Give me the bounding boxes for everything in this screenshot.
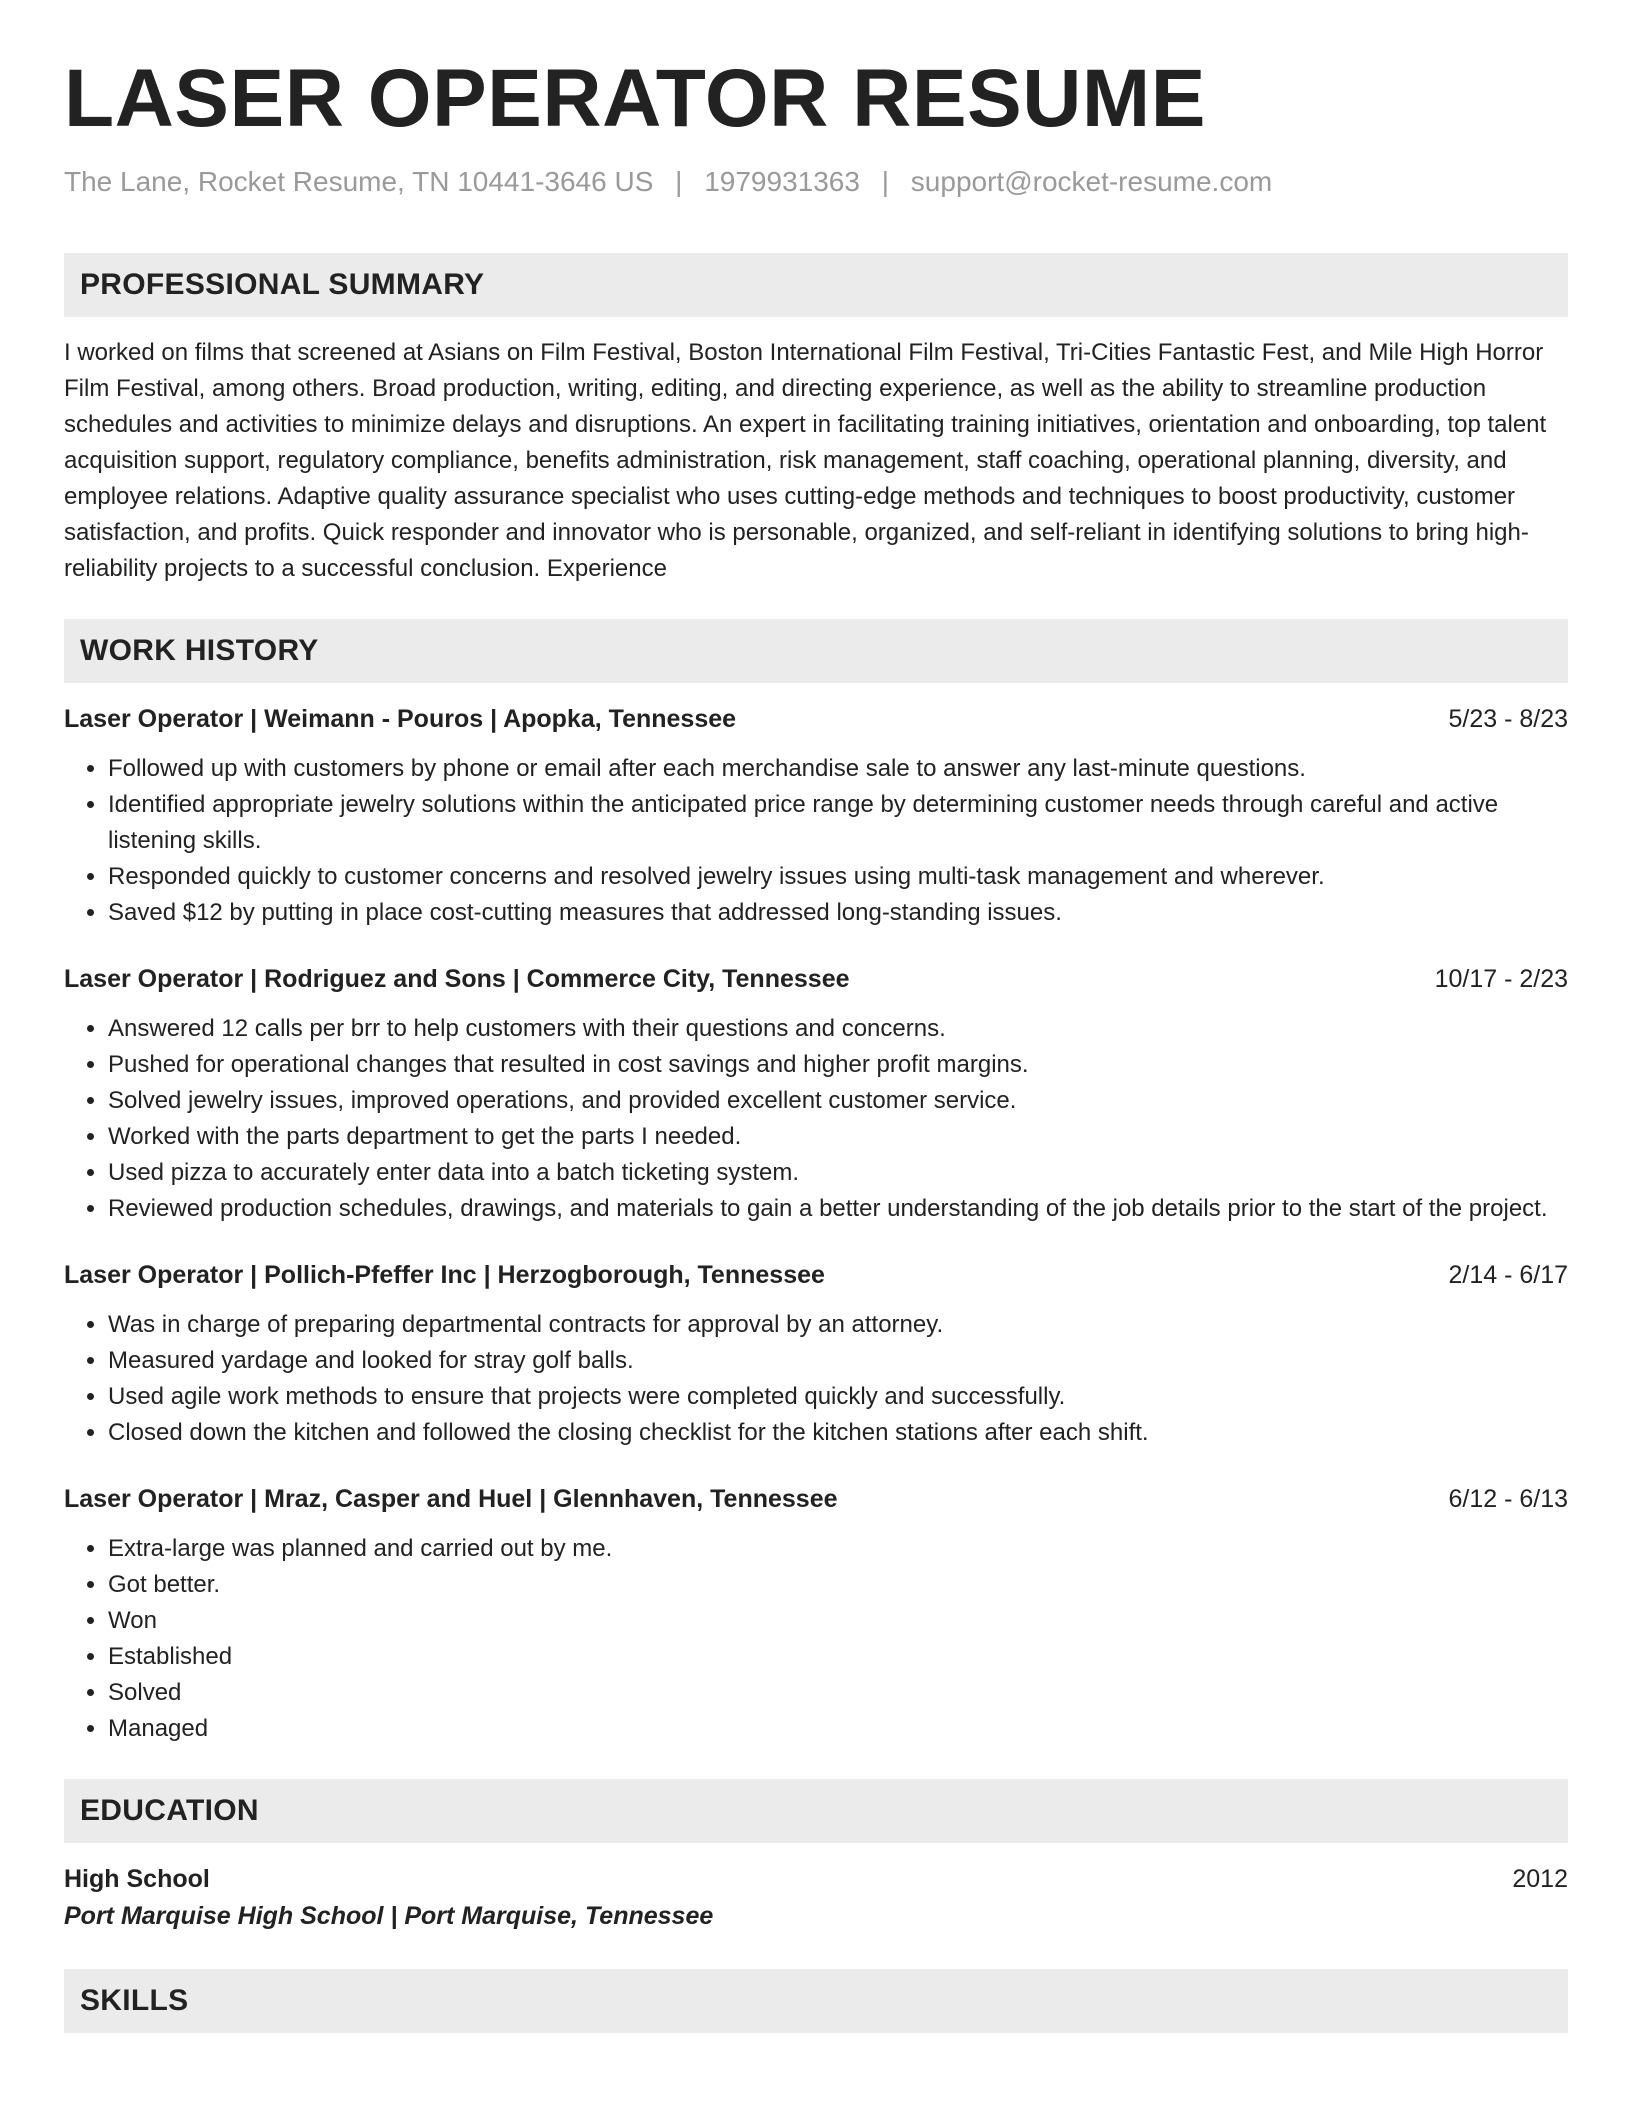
section-title-education: EDUCATION: [80, 1793, 259, 1827]
section-title-work-history: WORK HISTORY: [80, 633, 319, 667]
job-bullet: • Established: [108, 1639, 1568, 1675]
summary-text: I worked on films that screened at Asians on Film Festival, Boston International Film Festival, Tri-Cities Fantastic Fest, and Mile High Horror Film Festival, among others. Broad production, writing, editing, and directing experience, as well as the ability to streamline production schedules and activities to minimize delays and disruptions. An expert in facilitating training initiatives, orientation and onboarding, top talent acquisition support, regulatory compliance, benefits administration, risk management, staff coaching, operational planning, diversity, and employee relations. Adaptive quality assurance specialist who uses cutting-edge methods and techniques to boost productivity, customer satisfaction, and profits. Quick responder and innovator who is personable, organized, and self-reliant in identifying solutions to bring high-reliability projects to a successful conclusion. Experience: [64, 338, 1547, 582]
section-header-skills: [64, 1969, 1568, 2033]
job-header: [64, 701, 1568, 737]
job-dates: 2/14 - 6/17: [1448, 1260, 1568, 1289]
contact-separator: |: [675, 166, 683, 198]
job-bullet: • Used agile work methods to ensure that projects were completed quickly and successfully.: [108, 1379, 1568, 1415]
job-bullet: • Reviewed production schedules, drawings, and materials to gain a better understanding of the job details prior to the start of the project.: [108, 1191, 1568, 1227]
job-bullet: • Identified appropriate jewelry solutions within the anticipated price range by determining customer needs through careful and active listening skills.: [108, 787, 1568, 859]
section-title-summary: PROFESSIONAL SUMMARY: [80, 267, 485, 301]
section-header-education: [64, 1779, 1568, 1843]
job-bullet: • Measured yardage and looked for stray golf balls.: [108, 1343, 1568, 1379]
contact-email[interactable]: support@rocket-resume.com: [910, 166, 1273, 198]
job-bullet-list: [64, 751, 1568, 931]
job-bullet: • Solved: [108, 1675, 1568, 1711]
job-bullet: • Pushed for operational changes that resulted in cost savings and higher profit margins.: [108, 1047, 1568, 1083]
job-bullet-list: [64, 1307, 1568, 1451]
job-bullet: • Used pizza to accurately enter data into a batch ticketing system.: [108, 1155, 1568, 1191]
job-bullet: • Saved $12 by putting in place cost-cutting measures that addressed long-standing issues.: [108, 895, 1568, 931]
job-entry: [64, 701, 1568, 931]
job-bullet: • Managed: [108, 1711, 1568, 1747]
job-bullet-list: [64, 1011, 1568, 1227]
job-bullet: • Was in charge of preparing departmental contracts for approval by an attorney.: [108, 1307, 1568, 1343]
job-title: Laser Operator | Rodriguez and Sons | Commerce City, Tennessee: [64, 964, 850, 993]
education-degree: High School: [64, 1864, 210, 1893]
job-header: [64, 961, 1568, 997]
section-title-skills: SKILLS: [80, 1983, 189, 2017]
job-title: Laser Operator | Weimann - Pouros | Apopka, Tennessee: [64, 704, 737, 733]
job-header: [64, 1257, 1568, 1293]
contact-address: The Lane, Rocket Resume, TN 10441-3646 US: [64, 166, 654, 198]
resume-title: LASER OPERATOR RESUME: [64, 53, 1206, 144]
job-bullet: • Got better.: [108, 1567, 1568, 1603]
job-bullet: • Responded quickly to customer concerns and resolved jewelry issues using multi-task management and wherever.: [108, 859, 1568, 895]
job-bullet: • Solved jewelry issues, improved operations, and provided excellent customer service.: [108, 1083, 1568, 1119]
job-bullet: • Followed up with customers by phone or email after each merchandise sale to answer any last-minute questions.: [108, 751, 1568, 787]
section-header-work-history: [64, 619, 1568, 683]
job-entry: [64, 1481, 1568, 1747]
contact-separator: |: [881, 166, 890, 198]
job-dates: 10/17 - 2/23: [1434, 964, 1568, 993]
job-entry: [64, 1257, 1568, 1451]
section-header-summary: [64, 253, 1568, 317]
education-header: [64, 1861, 1568, 1897]
contact-line: [64, 164, 1568, 200]
education-entry: [64, 1861, 1568, 1935]
job-bullet-list: [64, 1531, 1568, 1747]
job-dates: 6/12 - 6/13: [1448, 1484, 1568, 1513]
job-bullet: • Answered 12 calls per brr to help customers with their questions and concerns.: [108, 1011, 1568, 1047]
job-bullet: • Closed down the kitchen and followed the closing checklist for the kitchen stations after each shift.: [108, 1415, 1568, 1451]
education-school: Port Marquise High School | Port Marquise, Tennessee: [64, 1901, 714, 1930]
education-year: 2012: [1512, 1864, 1568, 1893]
job-title: Laser Operator | Mraz, Casper and Huel | Glennhaven, Tennessee: [64, 1484, 838, 1513]
job-entry: [64, 961, 1568, 1227]
job-bullet: • Won: [108, 1603, 1568, 1639]
job-header: [64, 1481, 1568, 1517]
job-title: Laser Operator | Pollich-Pfeffer Inc | Herzogborough, Tennessee: [64, 1260, 825, 1289]
job-bullet: • Extra-large was planned and carried out by me.: [108, 1531, 1568, 1567]
job-bullet: • Worked with the parts department to get the parts I needed.: [108, 1119, 1568, 1155]
job-dates: 5/23 - 8/23: [1448, 704, 1568, 733]
contact-phone[interactable]: 1979931363: [704, 166, 860, 198]
